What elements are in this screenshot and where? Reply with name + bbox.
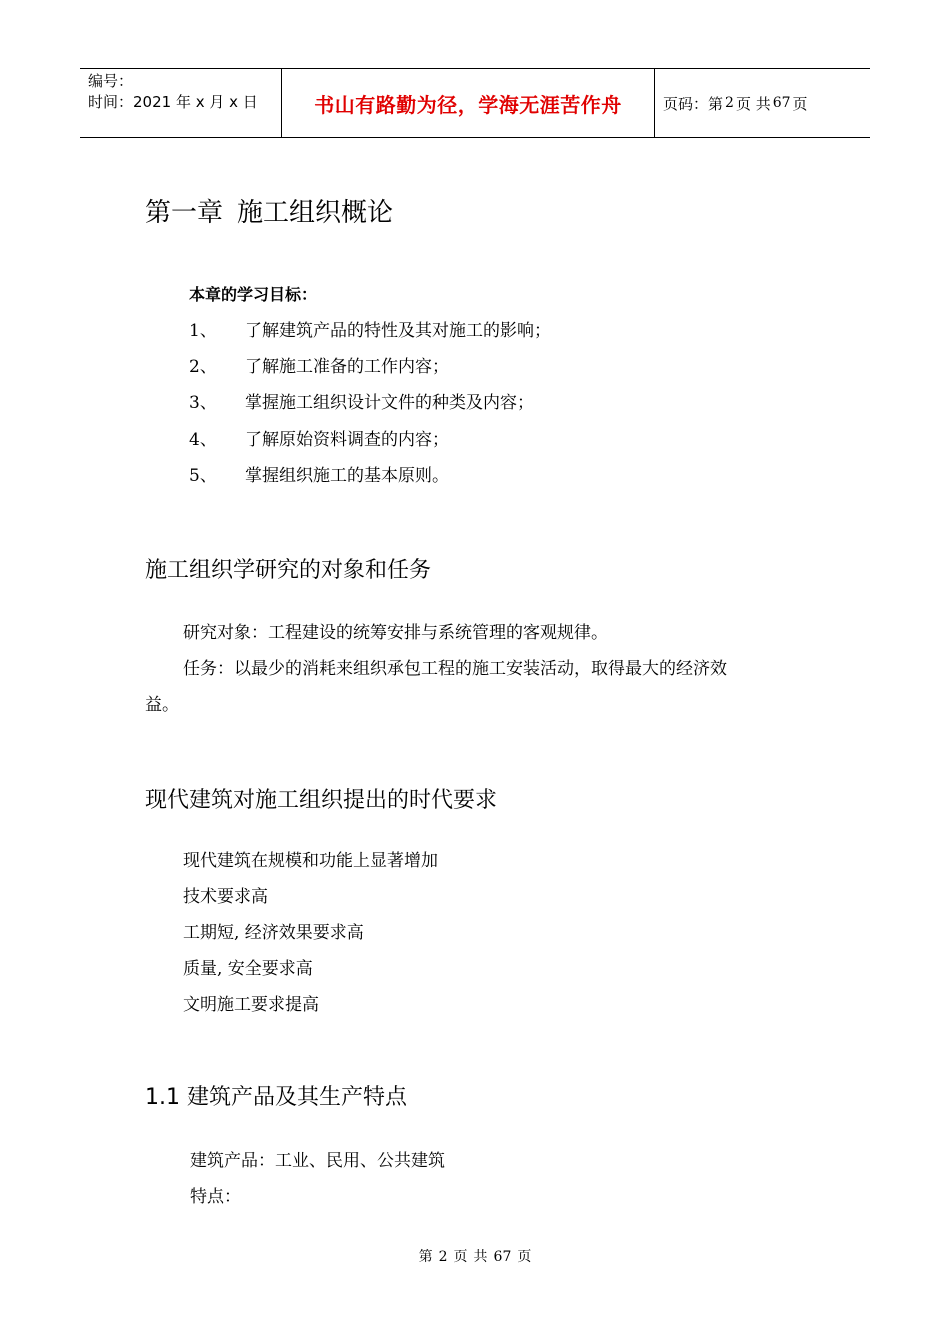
section-title-products: 1.1 建筑产品及其生产特点 — [145, 1085, 407, 1110]
page-total: 67 — [772, 95, 791, 111]
time-label: 时间：2021 年 x 月 x 日 — [88, 93, 258, 111]
footer-total-pages: 67 — [493, 1249, 512, 1265]
footer-page-number: 2 — [438, 1249, 448, 1265]
page-suffix: 页 — [792, 94, 808, 113]
goals-title: 本章的学习目标： — [189, 285, 318, 304]
requirement-item: 工期短, 经济效果要求高 — [183, 923, 364, 943]
requirement-item: 质量, 安全要求高 — [183, 959, 313, 979]
task-text: 任务：以最少的消耗来组织承包工程的施工安装活动，取得最大的经济效 — [183, 659, 727, 679]
section-title-requirements: 现代建筑对施工组织提出的时代要求 — [145, 788, 498, 813]
goal-number: 3、 — [189, 393, 217, 413]
goal-text: 掌握组织施工的基本原则。 — [245, 466, 449, 486]
page-mid: 页 共 — [735, 94, 771, 113]
research-object-text: 研究对象：工程建设的统筹安排与系统管理的客观规律。 — [183, 623, 608, 643]
header-meta-cell — [80, 69, 282, 137]
requirement-item: 技术要求高 — [183, 887, 268, 907]
header-motto-cell — [282, 69, 655, 137]
chapter-heading — [145, 192, 393, 229]
goal-item — [189, 316, 551, 341]
goal-item — [189, 425, 449, 450]
header-page-cell — [655, 69, 870, 137]
requirement-item: 文明施工要求提高 — [183, 995, 319, 1015]
goal-item — [189, 388, 534, 413]
document-header — [80, 68, 870, 138]
chapter-number: 第一章 — [145, 198, 224, 228]
goal-text: 了解建筑产品的特性及其对施工的影响； — [245, 321, 551, 341]
goal-number: 4、 — [189, 430, 217, 450]
number-label: 编号： — [88, 72, 134, 90]
page-prefix: 页码：第 — [663, 94, 724, 113]
chapter-title: 施工组织概论 — [237, 198, 394, 228]
requirement-item: 现代建筑在规模和功能上显著增加 — [183, 851, 438, 871]
goal-text: 了解施工准备的工作内容； — [245, 357, 449, 377]
section-title-objects: 施工组织学研究的对象和任务 — [145, 558, 432, 583]
goal-number: 1、 — [189, 321, 217, 341]
goal-item — [189, 352, 449, 377]
features-label: 特点： — [190, 1187, 241, 1207]
goal-number: 2、 — [189, 357, 217, 377]
task-text-continued: 益。 — [145, 695, 179, 715]
footer-word: 共 — [473, 1249, 488, 1265]
page-footer — [0, 1246, 950, 1266]
footer-word: 第 — [418, 1249, 433, 1265]
page-number: 2 — [725, 95, 734, 111]
goal-text: 了解原始资料调查的内容； — [245, 430, 449, 450]
motto-text: 书山有路勤为径，学海无涯苦作舟 — [314, 92, 622, 117]
goal-item — [189, 461, 449, 486]
product-types-text: 建筑产品：工业、民用、公共建筑 — [190, 1151, 445, 1171]
goal-number: 5、 — [189, 466, 217, 486]
footer-word: 页 — [453, 1249, 468, 1265]
footer-word: 页 — [517, 1249, 532, 1265]
goal-text: 掌握施工组织设计文件的种类及内容； — [245, 393, 534, 413]
